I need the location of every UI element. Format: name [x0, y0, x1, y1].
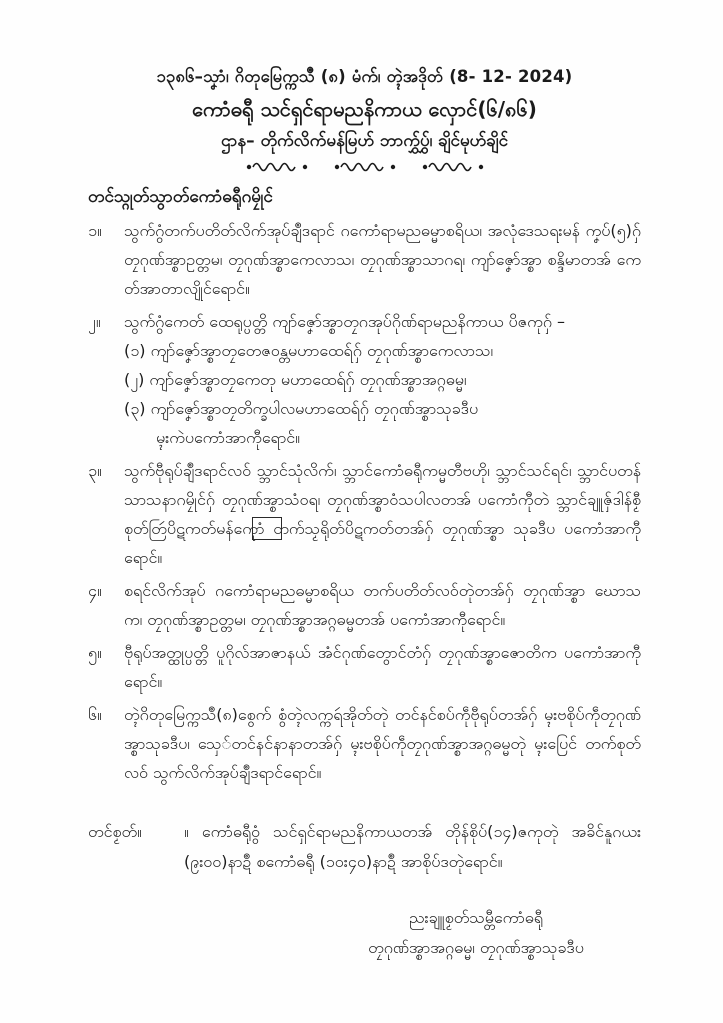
item-text: သွက်ဗီုရုပ်ချဳဒရာင်လဝ် သ္ဘာင်သုံလိက်၊ သ္ဘာင်ကောံဓရီုကမ္မတီဗဟို၊ သ္ဘာင်သင်ရင်၊ သ္ဘာင်ပတန်သာသနာဂမၠိုင်ဂှ် တၠဂုဏ်အ္စာသံဝရ၊ တၠဂုဏ်အ္စာဝံသပါလတအ် ပကောံကီုတဲ သ္ဘာင်ချူဇှ်ဒါန်စၟီစုတ်တြဴပိဋကတ်မန်ကေုာံ တက်သၟရိုတ်ပိဋကတ်တအ်ဂှ် တၠဂုဏ်အ္စာ သုခဒီပ ပကောံအာကီုရောင်။	[124, 461, 641, 567]
squiggle-divider-icon	[334, 161, 396, 173]
sub-item: (၃) ကျာ်ဇၞော်အ္စာတၠတိက္ခပါလမဟာထေရ်ဂှ် တၠဂုဏ်အ္စာသုခဒီပ	[124, 399, 479, 418]
list-item	[88, 307, 641, 452]
item-text	[124, 307, 641, 452]
item-text: တ္ၚဲဂိတုမြေက္ကသဳ(၈)စွေက် စွံတ္ၚဲလက္ကရဴအိုတ်တုဲ တင်နင်စပ်ကဵုဗီုရုပ်တအ်ဂှ် မ္ၚးဗစိုပ်ကဵုတၠဂုဏ် အ္စာသုခဒီပ၊ သှေ်တင်နင်နာနာတအ်ဂှ် မ္ၚးဗစိုပ်ကဵုတၠဂုဏ်အ္စာအဂ္ဂဓမ္မတုဲ မ္ၚးပြေင် တက်စုတ်လဝ် သွက်လိက်အုပ်ချဳဒရာင်ရောင်။	[124, 705, 641, 782]
signature-names: တၠဂုဏ်အ္စာအဂ္ဂဓမ္မ၊ တၠဂုဏ်အ္စာသုခဒီပ	[368, 938, 584, 957]
item-number: ၂။	[88, 312, 101, 331]
item-number: ၆။	[88, 705, 102, 724]
signature-block	[311, 903, 641, 963]
item-text: ဗီုရုပ်အတ္ထုပ္ပတ္တိ ပူဂိုလ်အာဇာနယ် အံင်ဂုဏ်တွောင်တံဂှ် တၠဂုဏ်အ္စာဇောတိက ပကောံအာကီုရောင်။	[124, 643, 641, 691]
list-item	[88, 216, 641, 303]
squiggle-divider-icon	[422, 161, 484, 173]
header-date-line: ၁၃၈၆–သၞာံ၊ ဂိတုမြေက္ကသဳ (၈) မံက်၊ တ္ၚဲအဒိုတ် (8- 12- 2024)	[156, 67, 573, 86]
document-title: ကောံဓရီု သင်ရှင်ရာမညနိကာယ လှောင်(၆/၈၆)	[192, 97, 537, 121]
list-item	[88, 700, 641, 787]
document-header	[88, 64, 641, 156]
item-text: သွက်ဂွံတက်ပတိတ်လိက်အုပ်ချဳဒရာင် ဂကောံရာမညဓမ္မာစရိယ၊ အလုံဒေသရးမန် ကၞပ်(၅)ဂှ် တၠဂုဏ်အ္စာဥတ္တမ၊ တၠဂုဏ်အ္စာကေလာသ၊ တၠဂုဏ်အ္စာသာဂရ၊ ကျာ်ဇၞော်အ္စာ စန္ဒိမာတအ် ကေတ်အာတာလျိုင်ရောင်။	[124, 221, 641, 298]
section-heading: တင်သ္ဂုတ်သွာတ်ကောံဓရီုဂမၠိုင်	[88, 187, 273, 207]
item-continuation: မ္ၚးကဲပကောံအာကီုရောင်။	[156, 428, 300, 447]
list-item	[88, 576, 641, 634]
item-number: ၁။	[88, 221, 102, 240]
sub-item: (၂) ကျာ်ဇၞော်အ္စာတၠကေတု မဟာထေရ်ဂှ် တၠဂုဏ်အ္စာအဂ္ဂဓမ္မ၊	[124, 370, 467, 389]
note-text: ။ ကောံဓရီုဝွံ သင်ရှင်ရာမညနိကာယတအ် တိုန်စိုပ်(၁၄)ဇကုတုဲ အခိင်နူဂယး (၉း၀၀)နာဍဳ စကောံဓရီု (၁၀း၄၀)နာဍဳ အာစိုပ်ဒတုဲရောင်။	[184, 822, 641, 871]
note-label: တင်စၟတ်။	[88, 822, 142, 841]
ornament-divider	[88, 160, 641, 174]
item-number: ၃။	[88, 461, 102, 480]
resolution-list	[88, 216, 641, 787]
squiggle-divider-icon	[246, 161, 308, 173]
item-text: စရင်လိက်အုပ် ဂကောံရာမညဓမ္မာစရိယ တက်ပတိတ်လဝ်တုဲတအ်ဂှ် တၠဂုဏ်အ္စာ ဃောသက၊ တၠဂုဏ်အ္စာဥတ္တမ၊ တၠဂုဏ်အ္စာအဂ္ဂဓမ္မတအ် ပကောံအာကီုရောင်။	[124, 581, 641, 629]
item-number: ၄။	[88, 581, 102, 600]
item-number: ၅။	[88, 643, 102, 662]
list-item	[88, 456, 641, 572]
signature-role: ညးချူစၟတ်သမ္တီကောံဓရီု	[409, 908, 543, 927]
sub-item: (၁) ကျာ်ဇၞော်အ္စာတၠတေဇဝန္တမဟာထေရ်ဂှ် တၠဂုဏ်အ္စာကေလာသ၊	[124, 341, 493, 360]
note-block	[88, 817, 641, 877]
header-venue-line: ဌာန– တိုက်လိက်မန်မြဟ် ဘာကွှ်ပွှ်၊ ချိင်မုဟ်ချိင်	[220, 131, 509, 151]
list-item	[88, 638, 641, 696]
item-intro: သွက်ဂွံကေတ် ထေရုပ္ပတ္တိ ကျာ်ဇၞော်အ္စာတၠဂအုပ်ဂိုဏ်ရာမညနိကာယ ပိဇကုဂှ် –	[124, 312, 566, 331]
